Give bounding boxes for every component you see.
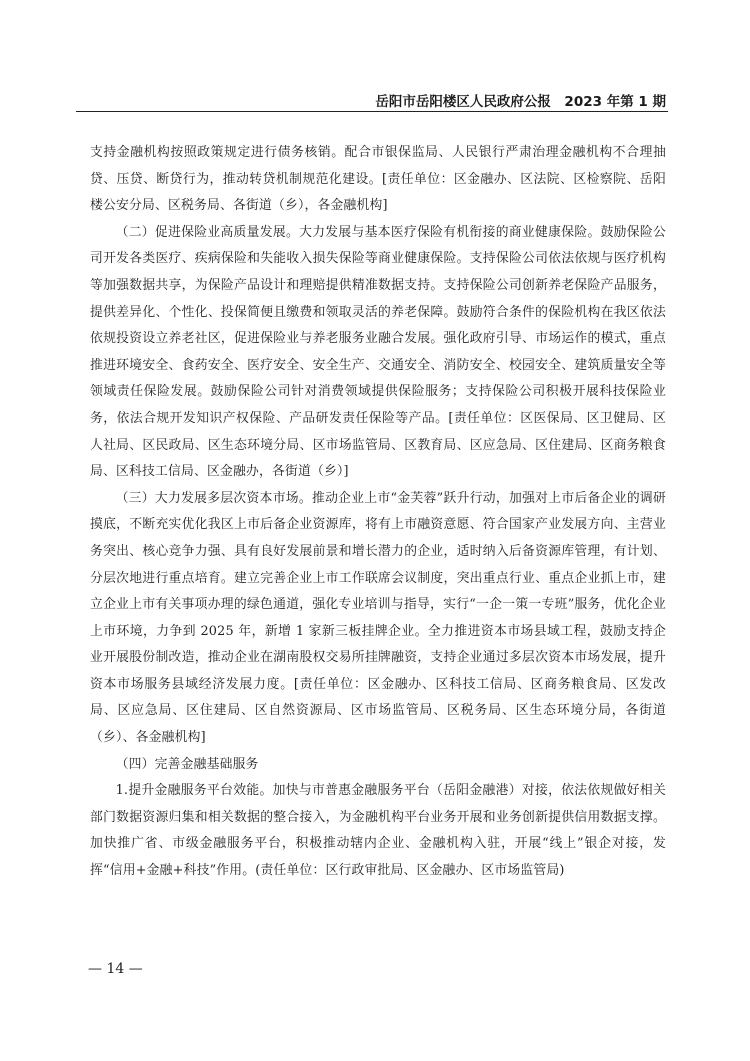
paragraph-insurance: （二）促进保险业高质量发展。大力发展与基本医疗保险有机衔接的商业健康保险。鼓励保险公司开发各类医疗、疾病保险和失能收入损失保险等商业健康保险。支持保险公司依法依规与医疗机构等加强数据共享，为保险产品设计和理赔提供精准数据支持。支持保险公司创新养老保险产品服务，提供差异化、个性化、投保简便且缴费和领取灵活的养老保障。鼓励符合条件的保险机构在我区依法依规投资设立养老社区，促进保险业与养老服务业融合发展。强化政府引导、市场运作的模式，重点推进环境安全、食药安全、医疗安全、安全生产、交通安全、消防安全、校园安全、建筑质量安全等领域责任保险发展。鼓励保险公司针对消费领域提供保险服务；支持保险公司积极开展科技保险业务，依法合规开发知识产权保险、产品研发责任保险等产品。[责任单位：区医保局、区卫健局、区人社局、区民政局、区生态环境分局、区市场监管局、区教育局、区应急局、区住建局、区商务粮食局、区科技工信局、区金融办，各街道（乡）] xyxy=(90,224,666,480)
paragraph-continuation: 支持金融机构按照政策规定进行债务核销。配合市银保监局、人民银行严肃治理金融机构不合理抽贷、压贷、断贷行为，推动转贷机制规范化建设。[责任单位：区金融办、区法院、区检察院、岳阳楼公安分局、区税务局、各街道（乡），各金融机构] xyxy=(90,145,666,214)
document-body xyxy=(90,140,666,885)
page-header xyxy=(76,91,668,112)
gazette-title: 岳阳市岳阳楼区人民政府公报 2023 年第 1 期 xyxy=(375,94,666,110)
section-subheading: （四）完善金融基础服务 xyxy=(115,756,259,772)
paragraph-capital-market: （三）大力发展多层次资本市场。推动企业上市“金芙蓉”跃升行动，加强对上市后备企业的调研摸底，不断充实优化我区上市后备企业资源库，将有上市融资意愿、符合国家产业发展方向、主营业务突出、核心竞争力强、具有良好发展前景和增长潜力的企业，适时纳入后备资源库管理，有计划、分层次地进行重点培育。建立完善企业上市工作联席会议制度，突出重点行业、重点企业抓上市，建立企业上市有关事项办理的绿色通道，强化专业培训与指导，实行“一企一策一专班”服务，优化企业上市环境，力争到 2025 年，新增 1 家新三板挂牌企业。全力推进资本市场县域工程，鼓励支持企业开展股份制改造，推动企业在湖南股权交易所挂牌融资，支持企业通过多层次资本市场发展，提升资本市场服务县域经济发展力度。[责任单位：区金融办、区科技工信局、区商务粮食局、区发改局、区应急局、区住建局、区自然资源局、区市场监管局、区税务局、区生态环境分局，各街道（乡）、各金融机构] xyxy=(90,490,666,746)
paragraph-financial-platform: 1.提升金融服务平台效能。加快与市普惠金融服务平台（岳阳金融港）对接，依法依规做好相关部门数据资源归集和相关数据的整合接入，为金融机构平台业务开展和业务创新提供信用数据支撑。加快推广省、市级金融服务平台，积极推动辖内企业、金融机构入驻，开展“线上”银企对接，发挥“信用+金融+科技”作用。(责任单位：区行政审批局、区金融办、区市场监管局) xyxy=(90,783,666,879)
page-number: — 14 — xyxy=(88,961,143,977)
